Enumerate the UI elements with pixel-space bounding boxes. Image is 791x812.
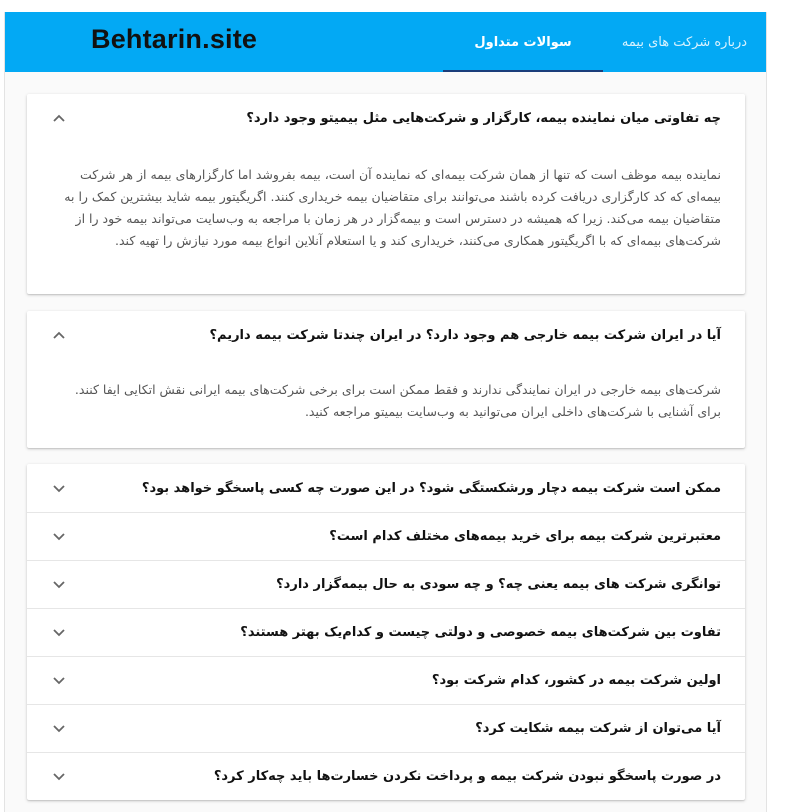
chevron-up-icon[interactable] — [51, 110, 67, 126]
tab-faq[interactable]: سوالات متداول — [474, 34, 572, 50]
faq-question: آیا در ایران شرکت بیمه خارجی هم وجود دارد؟ در ایران چندتا شرکت بیمه داریم؟ — [209, 327, 721, 343]
faq-question-row[interactable] — [27, 311, 745, 359]
faq-question: توانگری شرکت های بیمه یعنی چه؟ و چه سودی به حال بیمه‌گزار دارد؟ — [276, 576, 721, 592]
faq-question-row[interactable] — [27, 704, 745, 752]
faq-question: تفاوت بین شرکت‌های بیمه خصوصی و دولتی چیست و کدام‌یک بهتر هستند؟ — [240, 624, 721, 640]
faq-question-row[interactable] — [27, 752, 745, 800]
faq-card-expanded — [27, 94, 745, 294]
faq-answer: نماینده بیمه موظف است که تنها از همان شرکت بیمه‌ای که نماینده آن است، بیمه بفروشد اما کارگزارهای بیمه از هر شرکت بیمه‌ای که کد کارگزاری دریافت کرده باشند می‌توانند برای متقاضیان بیمه خریداری کنند. اگریگیتور بیمه شاید بیشترین کمک را به متقاضیان بیمه می‌کند. زیرا که همیشه در دسترس است و بیمه‌گزار در هر زمان با مراجعه به وب‌سایت می‌تواند بیمه خود را از شرکت‌های بیمه‌ای که با اگریگیتور همکاری می‌کنند، خریداری کند و یا استعلام آنلاین انواع بیمه مورد نیازش را تهیه کند. — [64, 167, 721, 248]
chevron-down-icon[interactable] — [51, 720, 67, 736]
faq-card-expanded — [27, 311, 745, 448]
chevron-down-icon[interactable] — [51, 672, 67, 688]
app-header — [5, 12, 766, 72]
tab-about-insurance-companies[interactable]: درباره شرکت های بیمه — [621, 34, 748, 50]
brand-logo[interactable]: Behtarin.site — [91, 24, 258, 54]
faq-question-row[interactable] — [27, 608, 745, 656]
faq-question: ممکن است شرکت بیمه دچار ورشکستگی شود؟ در این صورت چه کسی پاسخگو خواهد بود؟ — [141, 480, 721, 496]
faq-question-row[interactable] — [27, 94, 745, 142]
faq-answer: شرکت‌های بیمه خارجی در ایران نمایندگی ندارند و فقط ممکن است برای برخی شرکت‌های بیمه ایرانی نقش اتکایی ایفا کنند. برای آشنایی با شرکت‌های داخلی ایران می‌توانید به وب‌سایت بیمیتو مراجعه کنید. — [74, 382, 721, 419]
faq-collapsed-list — [27, 464, 745, 800]
chevron-down-icon[interactable] — [51, 528, 67, 544]
faq-question-row[interactable] — [27, 656, 745, 704]
chevron-down-icon[interactable] — [51, 768, 67, 784]
faq-question: چه تفاوتی میان نماینده بیمه، کارگزار و شرکت‌هایی مثل بیمیتو وجود دارد؟ — [246, 110, 721, 126]
faq-question: معتبرترین شرکت بیمه برای خرید بیمه‌های مختلف کدام است؟ — [329, 528, 721, 544]
chevron-down-icon[interactable] — [51, 624, 67, 640]
chevron-down-icon[interactable] — [51, 480, 67, 496]
faq-question: آیا می‌توان از شرکت بیمه شکایت کرد؟ — [475, 720, 721, 736]
faq-question: در صورت پاسخگو نبودن شرکت بیمه و پرداخت نکردن خسارت‌ها باید چه‌کار کرد؟ — [213, 768, 721, 784]
faq-question: اولین شرکت بیمه در کشور، کدام شرکت بود؟ — [431, 672, 721, 688]
page-frame — [4, 12, 767, 812]
faq-question-row[interactable] — [27, 560, 745, 608]
faq-question-row[interactable] — [27, 464, 745, 512]
faq-question-row[interactable] — [27, 512, 745, 560]
chevron-up-icon[interactable] — [51, 327, 67, 343]
chevron-down-icon[interactable] — [51, 576, 67, 592]
active-tab-indicator — [443, 70, 603, 72]
